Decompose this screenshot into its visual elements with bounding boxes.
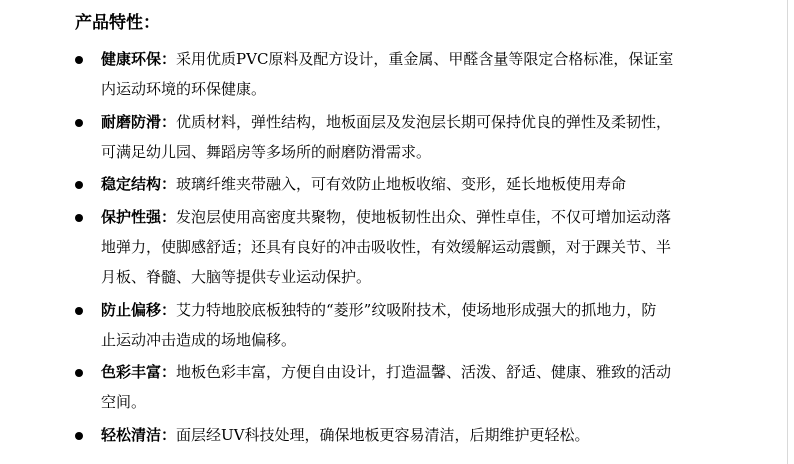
list-item-line bbox=[101, 49, 673, 69]
list-item-line bbox=[101, 300, 656, 320]
page-edge-line bbox=[787, 0, 788, 464]
bullet-icon bbox=[75, 432, 83, 440]
bullet-icon bbox=[75, 307, 83, 315]
bullet-icon bbox=[75, 369, 83, 377]
item-label: 色彩丰富： bbox=[101, 363, 177, 381]
item-label: 稳定结构： bbox=[101, 175, 177, 193]
section-heading: 产品特性： bbox=[75, 13, 160, 33]
list-item-line bbox=[101, 174, 626, 194]
bullet-icon bbox=[75, 214, 83, 222]
item-text: 玻璃纤维夹带融入，可有效防止地板收缩、变形，延长地板使用寿命 bbox=[176, 175, 627, 193]
bullet-icon bbox=[75, 56, 83, 64]
item-label: 防止偏移： bbox=[101, 301, 177, 319]
item-label: 保护性强： bbox=[101, 208, 177, 226]
list-item-line bbox=[101, 112, 671, 132]
item-text: 地板色彩丰富，方便自由设计，打造温馨、活泼、舒适、健康、雅致的活动 bbox=[176, 363, 672, 381]
list-item-line bbox=[101, 362, 671, 382]
item-text-continued: 月板、脊髓、大脑等提供专业运动保护。 bbox=[101, 268, 372, 286]
bullet-icon bbox=[75, 181, 83, 189]
item-label: 健康环保： bbox=[101, 50, 177, 68]
item-text-continued: 空间。 bbox=[101, 393, 147, 411]
item-label: 轻松清洁： bbox=[101, 426, 177, 444]
item-text: 发泡层使用高密度共聚物，使地板韧性出众、弹性卓佳，不仅可增加运动落 bbox=[176, 208, 672, 226]
item-text: 采用优质PVC原料及配方设计，重金属、甲醛含量等限定合格标准，保证室 bbox=[176, 50, 674, 68]
item-label: 耐磨防滑： bbox=[101, 113, 177, 131]
item-text-continued: 内运动环境的环保健康。 bbox=[101, 80, 267, 98]
item-text-continued: 地弹力，使脚感舒适；还具有良好的冲击吸收性，有效缓解运动震颤，对于踝关节、半 bbox=[101, 238, 672, 256]
bullet-icon bbox=[75, 119, 83, 127]
item-text-continued: 可满足幼儿园、舞蹈房等多场所的耐磨防滑需求。 bbox=[101, 143, 432, 161]
item-text: 优质材料，弹性结构，地板面层及发泡层长期可保持优良的弹性及柔韧性， bbox=[176, 113, 672, 131]
item-text-continued: 止运动冲击造成的场地偏移。 bbox=[101, 331, 297, 349]
list-item-line bbox=[101, 425, 590, 445]
list-item-line bbox=[101, 207, 671, 227]
item-text: 面层经UV科技处理，确保地板更容易清洁，后期维护更轻松。 bbox=[176, 426, 590, 444]
item-text: 艾力特地胶底板独特的“菱形”纹吸附技术，使场地形成强大的抓地力，防 bbox=[176, 301, 657, 319]
